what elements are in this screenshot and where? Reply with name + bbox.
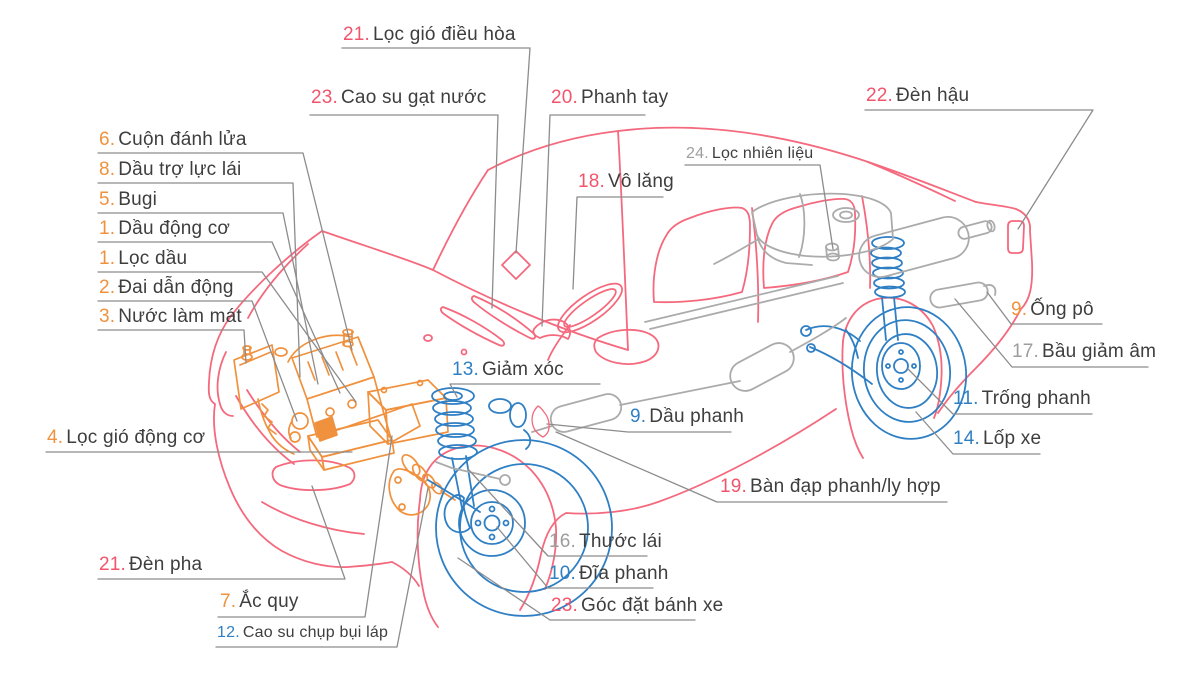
label-dai-dan-dong [99,278,234,299]
label-den-pha [99,555,202,576]
label-number: 19. [720,476,748,497]
leader-loc-gio-dieu-hoa [342,48,530,253]
label-text: Giảm xóc [482,359,564,380]
label-goc-dat-banh-xe [551,596,723,617]
label-text: Lọc dầu [118,248,188,269]
label-text: Nước làm mát [118,306,242,327]
label-text: Ắc quy [239,591,299,612]
label-text: Bugi [118,189,158,210]
label-cao-su-chup-bui-lap [217,624,388,642]
label-number: 11. [953,388,979,409]
label-number: 22. [866,85,894,106]
leader-cao-su-gat-nuoc [310,115,498,308]
label-text: Góc đặt bánh xe [581,595,724,616]
label-bau-giam-am [1012,342,1156,363]
label-text: Đai dẫn động [118,277,234,298]
label-number: 23. [311,87,339,108]
label-dia-phanh [549,564,669,585]
label-trong-phanh [953,389,1091,410]
label-number: 6. [99,129,116,150]
leader-vo-lang [573,197,663,289]
label-text: Trống phanh [981,388,1091,409]
label-thuoc-lai [549,532,662,553]
label-text: Dầu động cơ [118,218,231,239]
label-number: 23. [551,595,579,616]
label-text: Ống pô [1030,299,1094,320]
label-number: 2. [99,277,116,298]
label-text: Bàn đạp phanh/ly hợp [750,476,941,497]
label-lop-xe [953,429,1041,450]
label-number: 9. [630,406,647,427]
label-text: Phanh tay [581,87,669,108]
label-text: Vô lăng [608,171,674,192]
label-dau-tro-luc-lai [99,160,241,181]
label-text: Thước lái [579,531,662,552]
label-cuon-danh-lua [99,130,247,151]
label-number: 21. [343,24,371,45]
label-loc-dau [99,249,187,270]
label-text: Cuộn đánh lửa [118,129,247,150]
label-text: Đĩa phanh [579,563,669,584]
label-number: 21. [99,554,127,575]
label-number: 9. [1011,299,1028,320]
label-giam-xoc [452,360,564,381]
label-nuoc-lam-mat [99,307,242,328]
leader-ac-quy [218,436,392,617]
label-number: 16. [549,531,577,552]
label-number: 20. [551,87,579,108]
label-text: Cao su chụp bụi láp [242,624,389,641]
label-number: 12. [217,624,240,641]
label-number: 3. [99,306,116,327]
label-loc-gio-dong-co [47,428,205,449]
label-loc-nhien-lieu [686,145,813,163]
label-text: Đèn pha [129,554,203,575]
label-ac-quy [220,592,299,613]
label-text: Đèn hậu [896,85,970,106]
label-number: 17. [1012,341,1040,362]
label-text: Dầu phanh [649,406,745,427]
label-vo-lang [578,172,674,193]
label-ong-po [1011,300,1094,321]
label-number: 8. [99,159,116,180]
label-text: Cao su gạt nước [341,87,487,108]
label-ban-dap-phanh-ly-hop [720,477,941,498]
label-number: 13. [452,359,480,380]
label-number: 1. [99,218,116,239]
label-number: 24. [686,145,709,162]
label-dau-dong-co [99,219,230,240]
label-text: Lọc gió điều hòa [373,24,516,45]
label-text: Dầu trợ lực lái [118,159,242,180]
leader-phanh-tay [542,115,645,326]
label-bugi [99,190,157,211]
label-number: 18. [578,171,606,192]
label-text: Lọc gió động cơ [66,427,206,448]
label-loc-gio-dieu-hoa [343,25,516,46]
label-cao-su-gat-nuoc [311,88,486,109]
leader-den-hau [865,110,1093,229]
exhaust-fuel-components [436,194,996,485]
label-number: 7. [220,591,237,612]
label-dau-phanh [630,407,744,428]
label-text: Bầu giảm âm [1042,341,1157,362]
label-text: Lốp xe [983,428,1042,449]
label-den-hau [866,86,969,107]
label-number: 14. [953,428,981,449]
leader-giam-xoc [450,384,600,397]
label-number: 4. [47,427,64,448]
label-number: 10. [549,563,577,584]
label-number: 1. [99,248,116,269]
label-phanh-tay [551,88,668,109]
label-number: 5. [99,189,116,210]
label-text: Lọc nhiên liệu [711,145,814,162]
